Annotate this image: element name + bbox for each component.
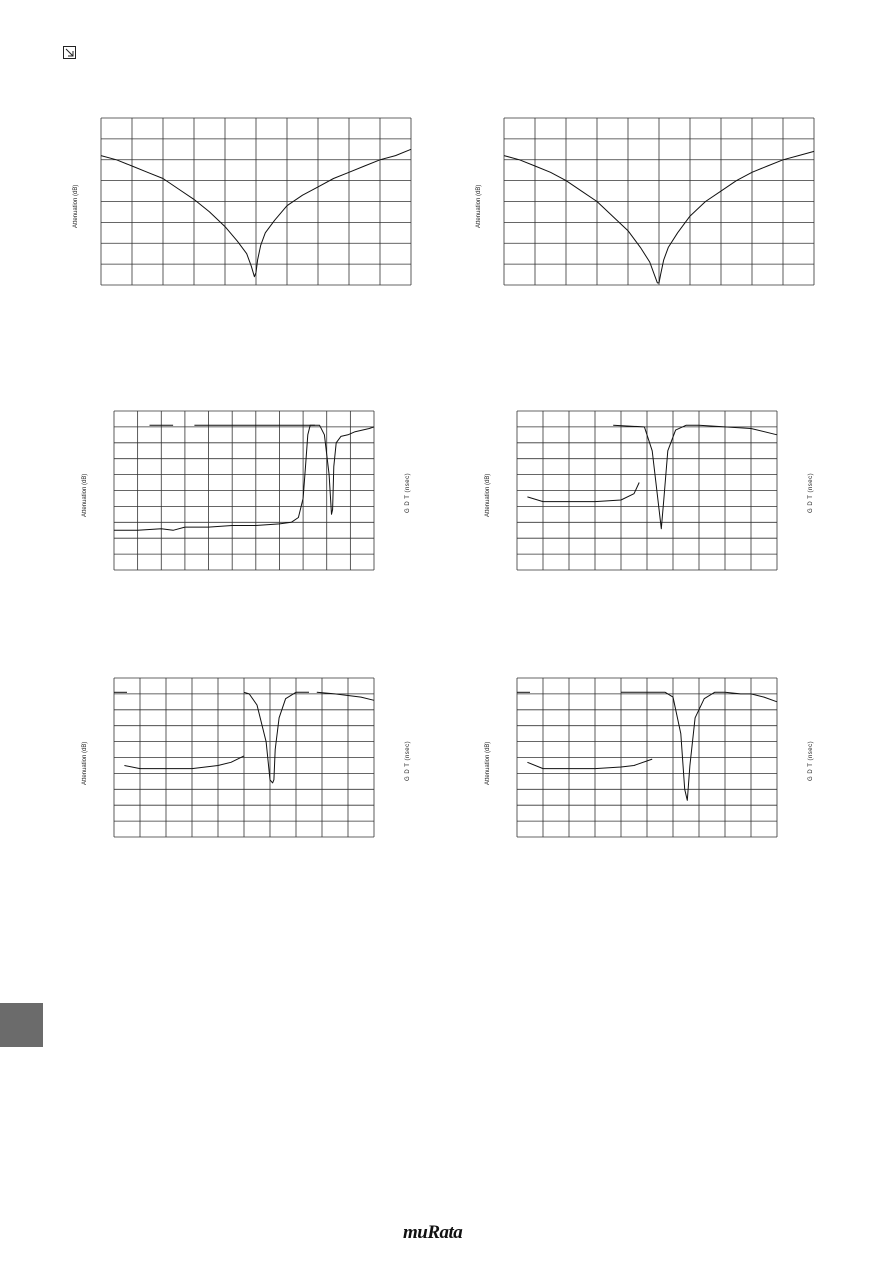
chart-grid bbox=[517, 678, 777, 837]
murata-logo: muRata bbox=[403, 1222, 463, 1243]
chart-2-plot bbox=[503, 117, 815, 286]
chart-1-plot bbox=[100, 117, 412, 286]
chart-grid bbox=[114, 411, 374, 570]
chart-grid bbox=[101, 118, 411, 285]
series-line-1 bbox=[613, 425, 777, 528]
chart-5-ylabel: Attenuation (dB) bbox=[82, 741, 88, 785]
side-index-tab bbox=[0, 1003, 43, 1047]
chart-2-ylabel: Attenuation (dB) bbox=[476, 184, 482, 228]
chart-grid bbox=[114, 678, 374, 837]
chart-5-y2label: G D T (nsec) bbox=[405, 740, 411, 781]
series-line-2 bbox=[194, 425, 374, 514]
series-line-3 bbox=[114, 425, 315, 530]
chart-1-ylabel: Attenuation (dB) bbox=[73, 184, 79, 228]
chart-3-y2label: G D T (nsec) bbox=[405, 472, 411, 513]
series-line-2 bbox=[527, 483, 639, 502]
chart-6-plot bbox=[516, 677, 778, 838]
chart-grid bbox=[504, 118, 814, 285]
arrow-down-right-icon bbox=[63, 46, 76, 59]
chart-6-y2label: G D T (nsec) bbox=[808, 740, 814, 781]
series-line-2 bbox=[244, 692, 309, 783]
chart-3-plot bbox=[113, 410, 375, 571]
chart-6-ylabel: Attenuation (dB) bbox=[485, 741, 491, 785]
series-line-3 bbox=[527, 759, 652, 769]
chart-3-ylabel: Attenuation (dB) bbox=[82, 473, 88, 517]
chart-5-plot bbox=[113, 677, 375, 838]
chart-4-ylabel: Attenuation (dB) bbox=[485, 473, 491, 517]
chart-4-plot bbox=[516, 410, 778, 571]
chart-4-y2label: G D T (nsec) bbox=[808, 472, 814, 513]
